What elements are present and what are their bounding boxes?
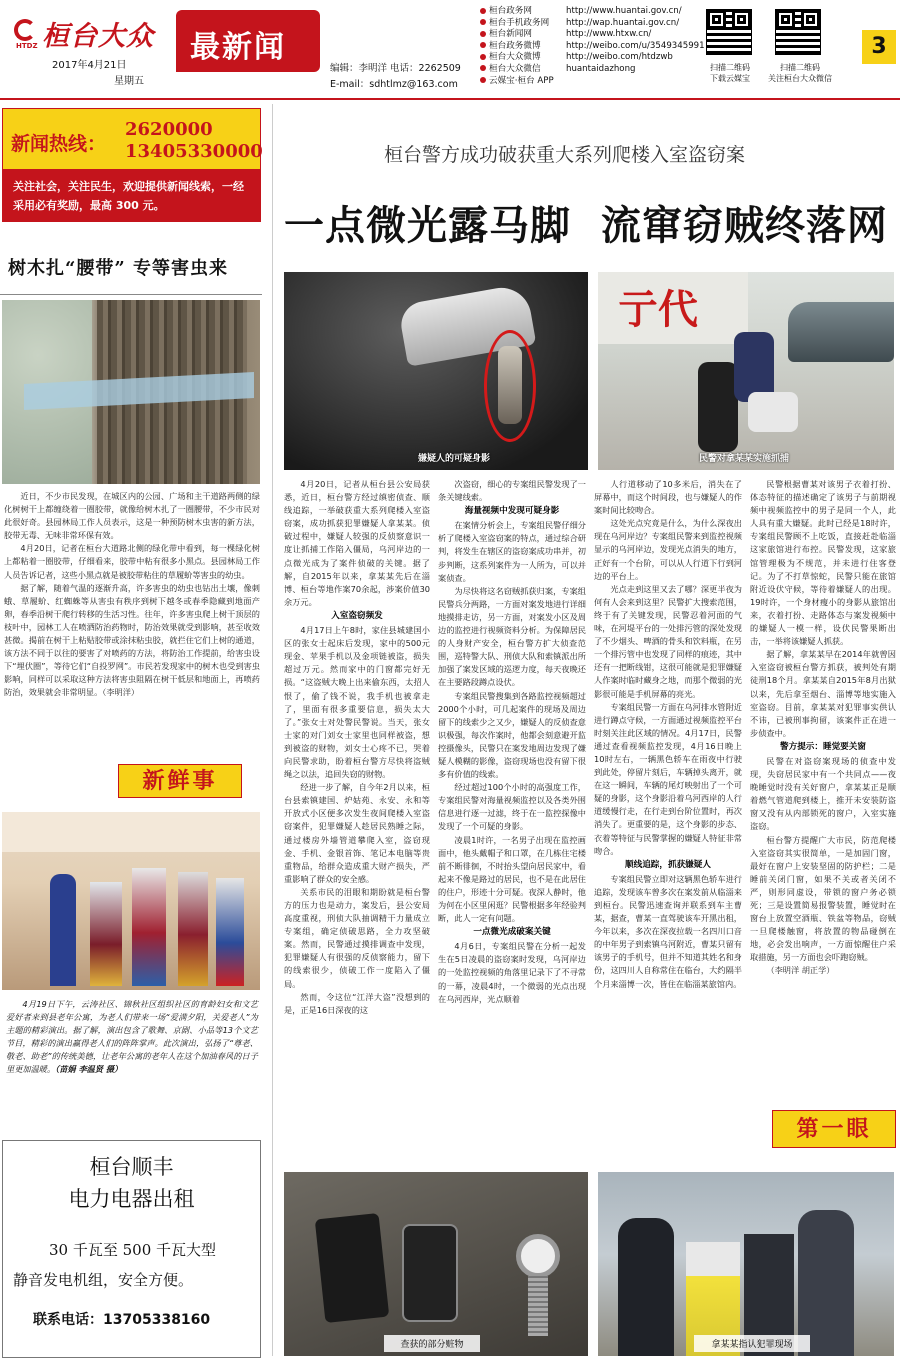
sites-list: 桓台政务网 桓台手机政务网 桓台新闻网 桓台政务微博 桓台大众微博 桓台大众微信 云媒宝·桓台 APP — [480, 6, 554, 87]
main-col-2 — [438, 478, 586, 1160]
paragraph: 桓台警方提醒广大市民，防范爬楼入室盗窃其实很简单，一是加固门窗，最好在窗户上安装坚固的防护栏；二是睡前关闭门窗，如果不关或者关闭不严，则形同虚设，带锁的窗户务必锁死；三是设置简易报警装置，睡觉时在窗台上放置空酒瓶、铁盆等物品，窃贼一旦爬楼触窗，将放置的物品碰倒在地，必会发出响声，一方面惊醒住户采取措施，另一方面也会吓跑窃贼。 — [750, 834, 896, 963]
crime-scene-photo — [598, 1172, 894, 1356]
main-col-1 — [284, 478, 430, 1160]
ad-box — [2, 1140, 261, 1358]
qr-code-wechat-icon[interactable] — [776, 10, 820, 54]
hotline-slogan: 关注社会，关注民生，欢迎提供新闻线索，一经采用必有奖励，最高 300 元。 — [13, 180, 244, 212]
subheading: 海量视频中发现可疑身影 — [464, 506, 560, 517]
paragraph: 在案情分析会上，专案组民警仔细分析了爬楼入室盗窃案的特点，通过综合研判，将发生在辖区的盗窃案成功串并，初步判断，这系列案件为一人所为，可以并案侦查。 — [438, 520, 586, 583]
paragraph: （李明洋 胡正学） — [766, 965, 835, 976]
column-rule — [272, 104, 273, 1356]
urls-list[interactable]: http://www.huantai.gov.cn/ http://wap.huantai.gov.cn/ http://www.htxw.cn/ http://weibo.com/u/3549345991 http://weibo.com/htdzwb huantaidazhong — [566, 6, 705, 74]
paragraph: 据了解，拿某某早在2014年就曾因入室盗窃被桓台警方抓获，被判处有期徒刑18个月。拿某某自2015年8月出狱以来，先后拿至烟台、淄博等地实施入室盗窃。目前，拿某某对犯罪事实供认不讳，已被刑事拘留，该案件正在进一步侦查中。 — [750, 649, 896, 738]
paragraph: 4月6日，专案组民警在分析一起发生在5日凌晨的盗窃案时发现，乌河岸边的一处监控视频的角落里记录下了不寻常的一幕，凌晨4时，一个微弱的光点出现在乌河西岸，光点顺着 — [438, 941, 586, 1004]
paragraph: 经进一步了解，自今年2月以来，桓台县索镇建国、炉姑苑、永安、永和等开放式小区便多次发生夜间爬楼入室盗窃案件，犯罪嫌疑人趁居民熟睡之际，通过楼房外墙管道攀爬入室，盗窃现金、手机、金银首饰、笔记本电脑等贵重物品，给群众造成重大财产损失，严重影响了群众的安全感。 — [284, 782, 430, 884]
logo-icon — [14, 19, 36, 41]
issue-date: 2017年4月21日 — [52, 60, 127, 71]
suspect-cctv-photo — [284, 272, 588, 470]
stolen-goods-photo — [284, 1172, 588, 1356]
main-kicker: 桓台警方成功破获重大系列爬楼入室盗窃案 — [384, 144, 746, 166]
xinxianshi-badge: 新鲜事 — [118, 764, 242, 798]
paragraph: 专案组民警立即对这辆黑色轿车进行追踪，发现该车曾多次在案发前从临淄来到桓台。民警迅速查询并联系到车主曹某，据查，曹某一直驾驶该车开黑出租，今年以来，多次在深夜拉载一名四川口音的中年男子到索镇乌河附近，曹某只留有该男子的手机号，但并不知道其姓名和身份，这四川人自称常住在临台，大约隔半个月来淄博一次，皆住在临淄某旅馆内。 — [594, 873, 742, 989]
phone-1 — [315, 1213, 390, 1323]
ad-phone[interactable]: 联系电话：13705338160 — [33, 1312, 211, 1328]
photo3-caption: 查获的部分赃物 — [384, 1335, 480, 1352]
ad-title-1: 桓台顺丰 — [89, 1155, 174, 1179]
tree-story-title: 树木扎“腰带” 专等害虫来 — [8, 258, 228, 279]
paragraph: 关系市民的泪眼和期盼就是桓台警方的压力也是动力，案发后，县公安局高度重视，刑侦大队抽调精干力量成立专案组，确定侦破思路，全力攻坚破案。然而，民警通过摸排调查中发现，犯罪嫌疑人有很强的反侦察能力，留下的线索很少，侦破工作一度陷入了僵局。 — [284, 886, 430, 989]
subheading: 入室盗窃频发 — [331, 610, 383, 621]
paragraph: 专案组民警一方面在乌河排水管附近进行蹲点守候，一方面通过视频监控平台时刻关注此区域的情况。4月17日，民警通过查看视频监控发现，4月16日晚上10时左右，一辆黑色轿车在雨夜中行驶到此处，停留片刻后，车辆掉头离开，就在这一瞬间，车辆的尾灯映射出了一个可疑的身影，这个身影沿着乌河西岸的人行道缓慢行走，在行走到台阶位置时，再次消失了。更重要的是，这个身影的步态、衣着等特征与民警掌握的嫌疑人特征非常吻合。 — [594, 701, 742, 856]
paragraph: 人行道移动了10多米后，消失在了屏幕中，而这个时间段，也与嫌疑人的作案时间比较吻合。 — [594, 479, 742, 516]
phone-2 — [402, 1224, 458, 1322]
email-line: E-mail：sdhtlmz@163.com — [330, 79, 458, 90]
subheading: 警方提示：睡觉要关窗 — [780, 741, 866, 752]
divider — [0, 294, 262, 295]
paragraph: 光点走到这里又去了哪？深更半夜为何有人会来到这里？民警扩大搜索范围，终于有了关键发现，民警忍着河面的气味，在河堤平台的一处排污管的深处发现了不少烟头、啤酒的骨头和饮料瓶，在另一个排污管中也发现了同样的痕迹，其中还有一把断线钳，这很可能就是犯罪嫌疑人作案时临时藏身之地，而那个微弱的光影很可能是手机屏幕的亮光。 — [594, 583, 742, 699]
page-number: 3 — [862, 30, 896, 64]
paragraph: 民警在对盗窃案现场的侦查中发现，失窃居民家中有一个共同点——夜晚睡觉时没有关好窗户，拿某某正是顺着燃气管道爬到楼上，推开未安装防盗窗又没有从内部锁死的窗户，入室实施盗窃。 — [750, 755, 896, 832]
paragraph: 民警根据曹某对该男子衣着打扮、体态特征的描述确定了该男子与前期视频中视频监控中的男子是同一个人，此人具有重大嫌疑。此时已经是18时许，专案组民警顾不上吃饭，直接赶赴临淄这家旅馆进行布控。民警发现，这家旅馆管理极为不规范，并未进行住客登记。为了不打草惊蛇，民警只能在旅馆附近设伏守候，等待着嫌疑人的出现。19时许，一个身材瘦小的身影从旅馆出来，衣着打扮、走路体态与案发视频中的嫌疑人一模一样，设伏民警果断出击，一举将该嫌疑人抓获。 — [750, 479, 896, 647]
ad-body-2: 静音发电机组，安全方便。 — [13, 1271, 194, 1289]
subheading: 一点微光成破案关键 — [473, 927, 551, 938]
arrest-photo: 亍代 民警对拿某某实施抓捕 — [598, 272, 894, 470]
paragraph: 次盗窃，细心的专案组民警发现了一条关键线索。 — [438, 479, 586, 503]
hotline-box — [2, 108, 261, 222]
hotline-number-1[interactable]: 2620000 — [125, 119, 213, 140]
editor-line: 编辑：李明洋 电话：2262509 — [330, 63, 461, 74]
paragraph: 经过超过100个小时的高强度工作，专案组民警对海量视频监控以及各类外围信息进行逐一过滤，终于在一监控探像中发现了一个可疑的身影。 — [438, 782, 586, 832]
main-col-3 — [594, 478, 742, 1160]
logo: 桓台大众 — [42, 21, 154, 52]
qr1-label: 扫描二维码 下载云媒宝 — [710, 63, 750, 83]
photo1-caption: 嫌疑人的可疑身影 — [417, 454, 490, 464]
main-headline: 一点微光露马脚 流窜窃贼终落网 — [284, 202, 888, 249]
tree-photo — [2, 300, 260, 484]
masthead — [0, 0, 900, 104]
paragraph: 然而，令这位“江洋大盗”没想到的是，正是16日深夜的这 — [284, 991, 430, 1015]
paragraph: 这处光点究竟是什么，为什么深夜出现在乌河岸边？专案组民警来到监控视频显示的乌河岸边，发现光点消失的地方，正好有一个台阶，可以从人行道下行到河边的平台上。 — [594, 518, 742, 581]
photo4-caption: 拿某某指认犯罪现场 — [694, 1335, 810, 1352]
performance-caption: 4月19日下午，云涛社区、锦秋社区组织社区的育龄妇女和文艺爱好者来到县老年公寓，为老人们带来一场“爱满夕阳，关爱老人”为主题的精彩演出。据了解，演出包含了歌舞、京剧、小品等13个文艺节目，精彩的演出赢得老人们的阵阵掌声。此次演出，弘扬了“尊老、敬老、助老”的传统美德，让老年公寓的老年人在这个加油春风的日子里更加温暖。（苗娟 李温贤 摄） — [6, 999, 258, 1074]
hotline-label: 新闻热线： — [11, 133, 107, 155]
photo2-caption: 民警对拿某某实施抓捕 — [698, 454, 789, 464]
qr2-label: 扫描二维码 关注桓台大众微信 — [768, 63, 832, 83]
ad-title-2: 电力电器出租 — [68, 1187, 195, 1211]
ad-body-1: 30 千瓦至 500 千瓦大型 — [49, 1241, 217, 1259]
issue-weekday: 星期五 — [114, 76, 144, 87]
performance-photo — [2, 812, 260, 990]
watch — [516, 1234, 560, 1278]
subheading: 顺线追踪，抓获嫌疑人 — [625, 859, 711, 870]
logo-sub: HTDZ — [16, 42, 38, 50]
paragraph: 4月17日上午8时，家住县城建国小区的张女士起床后发现，家中的500元现金、苹果手机以及金项链被盗，损失超过万元。然而家中的门窗都完好无损。“这盗贼大晚上出来偷东西，太招人恨了，偷了钱不说，我手机也被拿走了，里面有很多重要信息，损失太大了。”张女士对处警民警说。当天，张女士家的对门刘女士家里也同样被盗，想到被盗的财物，刘女士心疼不已，哭着向民警求助，盼着桓台警方尽快将盗贼绳之以法，追回失窃的财物。 — [284, 625, 430, 780]
paragraph: 为尽快将这名窃贼抓获归案，专案组民警兵分两路，一方面对案发地进行详细地摸排走访，另一方面，对案发小区及周边的监控进行视频资料分析。为保障居民的人身财产安全，桓台警方扩大侦查范围，巡特警大队、刑侦大队和索镇派出所加强了案发区域的巡逻力度，每天夜晚还在主要路段蹲点设伏。 — [438, 585, 586, 688]
diyiyan-badge: 第一眼 — [772, 1110, 896, 1148]
tree-story-body: 近日，不少市民发现，在城区内的公园、广场和主干道路两侧的绿化树树干上都缠绕着一圈胶带，就像给树木扎了一圈腰带，不少市民对此很好奇。县园林局工作人员表示，这是一种预防树木虫害的新方法，胶带无毒、无味非常环保有效。 4月20日，记者在桓台大道路北侧的绿化带中看到，每一棵绿化树上都粘着一圈胶带，仔细看来，胶带中粘有很多小黑点。县园林局工作人员告诉记者，这些小黑点就是被胶带粘住的草履蚧等害虫的幼虫。 据了解，随着气温的逐渐升高，许多害虫的幼虫也钻出土壤，像刺蛾、草履蚧、红蜘蛛等从害虫有秩序到树下越冬或春季隐藏到地面产卵，春季沿树干爬行转移的生活习性。往年，许多害虫爬上树干顶层的枝叶中，园林工人在喷洒防治药物时，防治效果就受到影响，甚至收效甚微。揭前在树干上粘贴胶带或涂抹粘虫胶，就拦住它们上树的通道，该方法不同于以往的要害了对喷药的方法，将防治工作提前，给害虫设下“埋伏圈”，等待它们“自投罗网”。市民若发现家中的树木也受到害虫影响，同样可以采取这种方法将害虫阻隔在树干低层和地面上，再喷药防治，效果就会非常明显。（李明洋） — [4, 491, 260, 698]
section-title: 最新闻 — [190, 30, 286, 65]
paragraph: 凌晨1时许，一名男子出现在监控画面中，他头戴帽子和口罩，在几栋住宅楼前不断徘徊，不时抬头望向居民家中，看起来不像是路过的居民，也不是在此居住的住户，形迹十分可疑。夜深人静时，他为何在小区里闲逛？民警根据多年经验判断，此人一定有问题。 — [438, 834, 586, 924]
masthead-rule — [0, 98, 900, 100]
paragraph: 4月20日，记者从桓台县公安局获悉，近日，桓台警方经过缜密侦查、顺线追踪，一举破获重大系列爬楼入室盗窃案，成功抓获犯罪嫌疑人拿某某。侦破过程中，嫌疑人较强的反侦察意识一度让抓捕工作陷入僵局，乌河岸边的一点微光成为了案件侦破的关键。据了解，自2015年以来，拿某某先后在淄博、桓台等地作案70余起，涉案价值30余万元。 — [284, 479, 430, 607]
paragraph: 专案组民警搜集到各路监控视频超过2000个小时，可几起案件的现场及周边留下的线索少之又少，嫌疑人的反侦查意识极强，每次作案时，他都会刻意避开监控摄像头，民警只在案发地周边发现了嫌疑人模糊的影像，盗窃现场也没有留下很多有价值的线索。 — [438, 690, 586, 780]
qr-code-app-icon[interactable] — [707, 10, 751, 54]
hotline-number-2[interactable]: 13405330000 — [125, 141, 263, 162]
main-col-4 — [750, 478, 896, 1106]
